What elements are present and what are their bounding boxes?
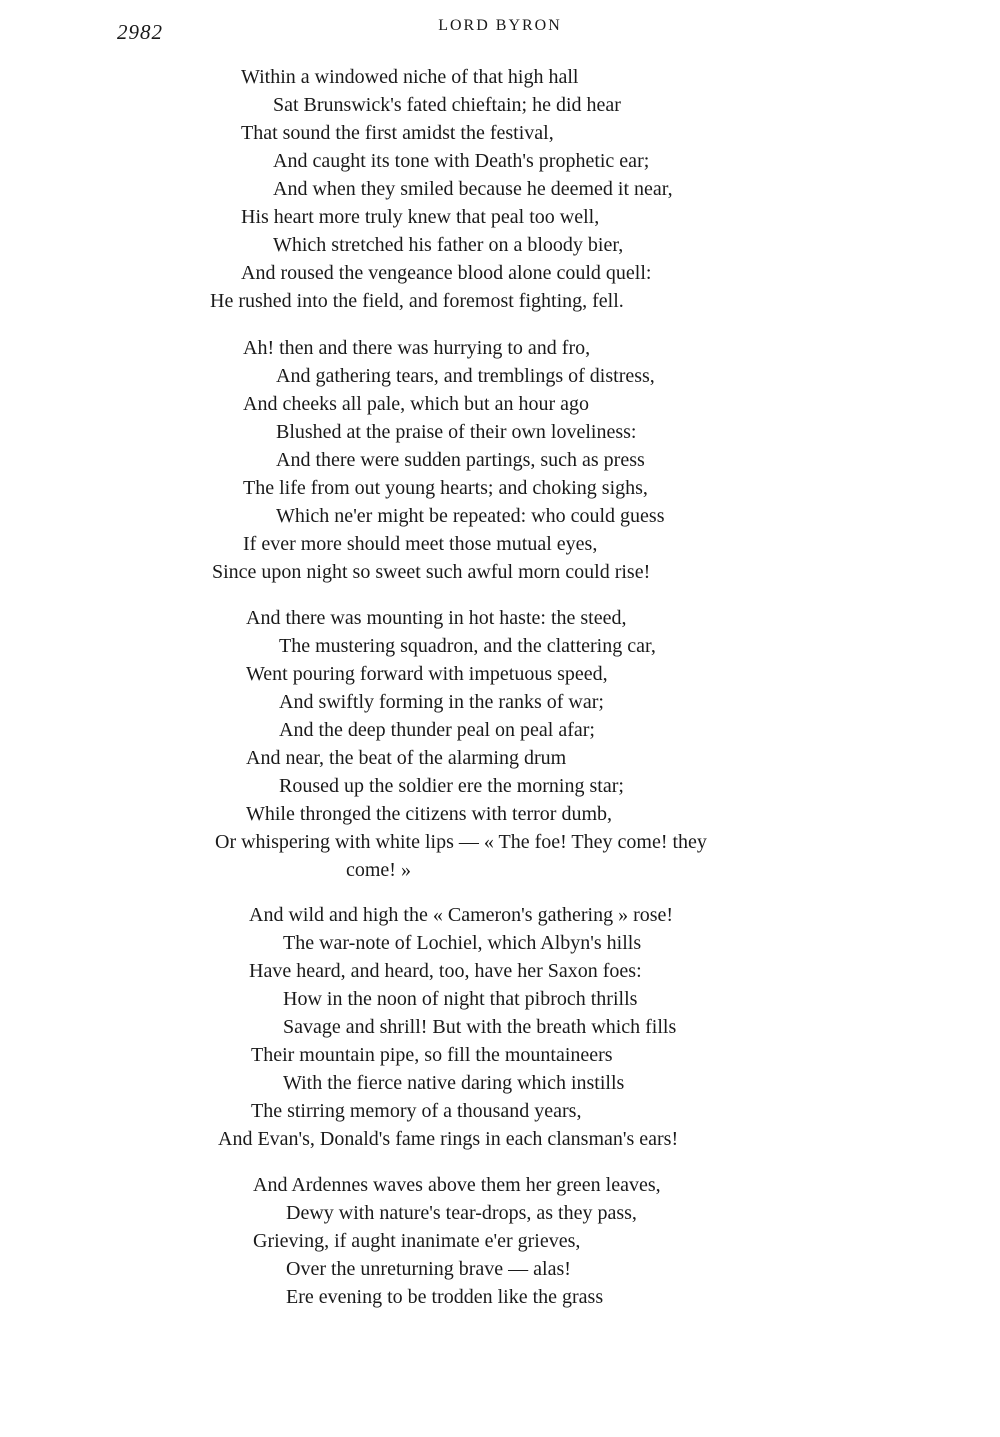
verse-line: If ever more should meet those mutual eyes, [243,533,598,555]
verse-line: Over the unreturning brave — alas! [286,1258,571,1280]
verse-line: And caught its tone with Death's prophetic ear; [273,150,650,172]
verse-line: He rushed into the field, and foremost fighting, fell. [210,290,624,312]
verse-line: Within a windowed niche of that high hall [241,66,579,88]
verse-line: His heart more truly knew that peal too well, [241,206,600,228]
verse-line: And Evan's, Donald's fame rings in each clansman's ears! [218,1128,679,1150]
running-head: LORD BYRON [438,17,562,34]
verse-line: And Ardennes waves above them her green leaves, [253,1174,661,1196]
verse-line: And roused the vengeance blood alone could quell: [241,262,652,284]
verse-line: And wild and high the « Cameron's gathering » rose! [249,904,674,926]
verse-line: Dewy with nature's tear-drops, as they pass, [286,1202,637,1224]
verse-line: With the fierce native daring which instills [283,1072,625,1094]
verse-line: And there was mounting in hot haste: the steed, [246,607,627,629]
verse-line: The mustering squadron, and the clattering car, [279,635,656,657]
verse-line: The life from out young hearts; and choking sighs, [243,477,648,499]
verse-line: Or whispering with white lips — « The foe! They come! they [215,831,707,853]
verse-line: And gathering tears, and tremblings of distress, [276,365,655,387]
verse-line: Sat Brunswick's fated chieftain; he did hear [273,94,621,116]
verse-line: Savage and shrill! But with the breath which fills [283,1016,677,1038]
verse-line: And the deep thunder peal on peal afar; [279,719,595,741]
verse-line: Went pouring forward with impetuous speed, [246,663,608,685]
verse-line: Roused up the soldier ere the morning star; [279,775,624,797]
verse-line: And swiftly forming in the ranks of war; [279,691,604,713]
verse-line: Their mountain pipe, so fill the mountaineers [251,1044,613,1066]
verse-line: Which stretched his father on a bloody bier, [273,234,624,256]
page-number: 2982 [117,20,163,44]
verse-line: And cheeks all pale, which but an hour ago [243,393,590,415]
verse-line: Which ne'er might be repeated: who could guess [276,505,665,527]
verse-line: And when they smiled because he deemed it near, [273,178,673,200]
verse-line: Ah! then and there was hurrying to and fro, [243,337,591,359]
verse-line: That sound the first amidst the festival, [241,122,554,144]
verse-line: Have heard, and heard, too, have her Saxon foes: [249,960,642,982]
verse-line: How in the noon of night that pibroch thrills [283,988,638,1010]
verse-line: Blushed at the praise of their own loveliness: [276,421,637,443]
verse-line-continuation: come! » [346,859,411,881]
verse-line: The stirring memory of a thousand years, [251,1100,582,1122]
verse-line: Since upon night so sweet such awful morn could rise! [212,561,651,583]
verse-line: And there were sudden partings, such as press [276,449,645,471]
verse-line: The war-note of Lochiel, which Albyn's hills [283,932,642,954]
verse-line: While thronged the citizens with terror dumb, [246,803,613,825]
verse-line: Grieving, if aught inanimate e'er grieves, [253,1230,581,1252]
verse-line: And near, the beat of the alarming drum [246,747,567,769]
verse-line: Ere evening to be trodden like the grass [286,1286,604,1308]
